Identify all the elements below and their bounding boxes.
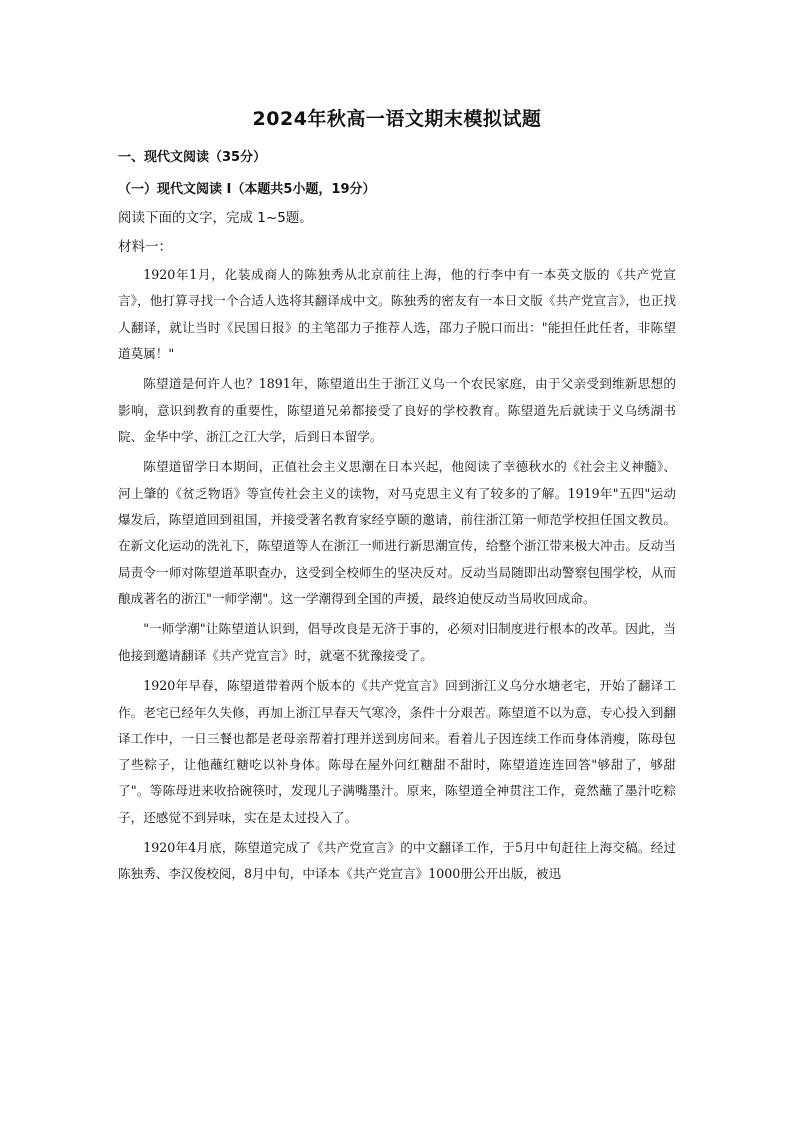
passage-paragraph: 陈望道留学日本期间，正值社会主义思潮在日本兴起，他阅读了幸德秋水的《社会主义神髓》、河上肇的《贫乏物语》等宣传社会主义的读物，对马克思主义有了较多的了解。1919年"五四"运动爆发后，陈望道回到祖国，并接受著名教育家经亨颐的邀请，前往浙江第一师范学校担任国文教员。在新文化运动的洗礼下，陈望道等人在浙江一师进行新思潮宣传，给整个浙江带来极大冲击。反动当局责令一师对陈望道革职查办，这受到全校师生的坚决反对。反动当局随即出动警察包围学校，从而酿成著名的浙江"一师学潮"。这一学潮得到全国的声援，最终迫使反动当局收回成命。 xyxy=(118,459,676,606)
passage-paragraph: 1920年早春，陈望道带着两个版本的《共产党宣言》回到浙江义乌分水塘老宅，开始了翻译工作。老宅已经年久失修，再加上浙江早春天气寒冷，条件十分艰苦。陈望道不以为意，专心投入到翻译工作中，一日三餐也都是老母亲帮着打理并送到房间来。看着儿子因连续工作而身体消瘦，陈母包了些粽子，让他蘸红糖吃以补身体。陈母在屋外问红糖甜不甜时，陈望道连连回答"够甜了，够甜了"。等陈母进来收拾碗筷时，发现儿子满嘴墨汁。原来，陈望道全神贯注工作，竟然蘸了墨汁吃粽子，还感觉不到异味，实在是太过投入了。 xyxy=(118,678,676,825)
passage-paragraph: 1920年4月底，陈望道完成了《共产党宣言》的中文翻译工作，于5月中旬赶往上海交稿。经过陈独秀、李汉俊校阅，8月中旬，中译本《共产党宣言》1000册公开出版，被迅 xyxy=(118,840,676,882)
passage-paragraph: 1920年1月，化装成商人的陈独秀从北京前往上海，他的行李中有一本英文版的《共产党宣言》，他打算寻找一个合适人选将其翻译成中文。陈独秀的密友有一本日文版《共产党宣言》，也正找人翻译，就让当时《民国日报》的主笔邵力子推荐人选，邵力子脱口而出："能担任此任者，非陈望道莫属！" xyxy=(118,267,676,361)
section-heading: 一、现代文阅读（35分） xyxy=(118,150,267,165)
reading-instruction: 阅读下面的文字，完成 1~5题。 xyxy=(118,210,313,226)
exam-title: 2024年秋高一语文期末模拟试题 xyxy=(252,108,542,130)
material-label: 材料一： xyxy=(118,239,172,255)
subsection-heading: （一）现代文阅读 I（本题共5小题，19分） xyxy=(118,182,376,197)
passage-paragraph: 陈望道是何许人也？1891年，陈望道出生于浙江义乌一个农民家庭，由于父亲受到维新思想的影响，意识到教育的重要性，陈望道兄弟都接受了良好的学校教育。陈望道先后就读于义乌绣湖书院、金华中学、浙江之江大学，后到日本留学。 xyxy=(118,376,676,444)
passage-body xyxy=(118,262,676,892)
passage-paragraph: "一师学潮"让陈望道认识到，倡导改良是无济于事的，必须对旧制度进行根本的改革。因此，当他接到邀请翻译《共产党宣言》时，就毫不犹豫接受了。 xyxy=(118,621,676,663)
